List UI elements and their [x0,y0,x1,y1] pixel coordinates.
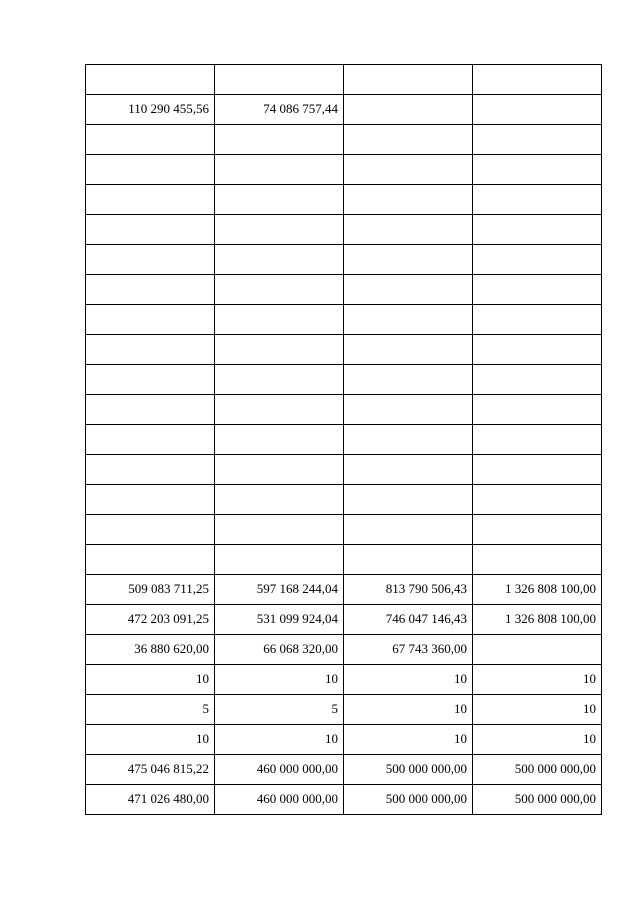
table-cell [215,65,344,95]
table-row [86,335,602,365]
table-cell: 813 790 506,43 [344,575,473,605]
table-cell: 472 203 091,25 [86,605,215,635]
table-row [86,485,602,515]
table-cell [86,245,215,275]
table-cell [215,515,344,545]
financial-table [85,64,602,815]
table-cell [344,245,473,275]
table-cell [215,275,344,305]
table-row [86,515,602,545]
table-cell [473,185,602,215]
table-row [86,95,602,125]
table-cell: 460 000 000,00 [215,785,344,815]
table-row [86,755,602,785]
table-cell: 10 [473,665,602,695]
table-row [86,365,602,395]
table-cell [215,305,344,335]
table-cell [473,635,602,665]
table-cell [86,485,215,515]
table-row [86,275,602,305]
table-cell [86,215,215,245]
table-cell [473,155,602,185]
table-cell: 531 099 924,04 [215,605,344,635]
table-cell: 10 [473,725,602,755]
table-cell [344,545,473,575]
table-cell [215,455,344,485]
table-cell: 1 326 808 100,00 [473,605,602,635]
table-cell [215,335,344,365]
table-row [86,185,602,215]
table-cell [86,275,215,305]
table-cell [215,545,344,575]
table-cell: 10 [473,695,602,725]
table-cell: 1 326 808 100,00 [473,575,602,605]
table-cell [86,185,215,215]
table-cell [473,125,602,155]
table-cell [215,215,344,245]
table-cell [215,125,344,155]
table-cell [86,425,215,455]
table-row [86,425,602,455]
table-cell: 475 046 815,22 [86,755,215,785]
table-cell [344,125,473,155]
table-cell [86,395,215,425]
table-row [86,215,602,245]
table-cell [86,125,215,155]
table-cell [473,275,602,305]
table-cell: 10 [344,725,473,755]
table-cell [344,155,473,185]
table-row [86,125,602,155]
table-cell [344,365,473,395]
table-cell: 5 [215,695,344,725]
table-cell [86,455,215,485]
table-cell [344,275,473,305]
table-row [86,305,602,335]
table-row [86,155,602,185]
table-cell: 10 [86,665,215,695]
table-cell: 509 083 711,25 [86,575,215,605]
table-cell [344,65,473,95]
table-row [86,785,602,815]
table-cell [86,545,215,575]
table-cell [473,485,602,515]
table-row [86,665,602,695]
table-cell [215,485,344,515]
table-cell [215,245,344,275]
table-cell: 500 000 000,00 [344,785,473,815]
table-cell [86,65,215,95]
table-cell [473,245,602,275]
table-cell: 471 026 480,00 [86,785,215,815]
table-cell [473,95,602,125]
table-cell [473,305,602,335]
table-cell: 5 [86,695,215,725]
table-cell: 500 000 000,00 [344,755,473,785]
table-cell: 500 000 000,00 [473,785,602,815]
table-row [86,455,602,485]
table-cell: 500 000 000,00 [473,755,602,785]
table-cell [473,545,602,575]
table-row [86,245,602,275]
table-cell: 110 290 455,56 [86,95,215,125]
table-cell [215,155,344,185]
table-cell: 36 880 620,00 [86,635,215,665]
table-cell [344,305,473,335]
table-cell [344,455,473,485]
table-cell [86,365,215,395]
table-cell [473,335,602,365]
table-row [86,635,602,665]
table-cell [473,65,602,95]
table-cell: 66 068 320,00 [215,635,344,665]
table-cell [215,395,344,425]
table-cell [215,425,344,455]
table-cell [344,185,473,215]
table-cell [473,515,602,545]
table-cell: 10 [215,665,344,695]
table-cell: 74 086 757,44 [215,95,344,125]
table-row [86,725,602,755]
table-cell [215,185,344,215]
table-cell [473,395,602,425]
table-cell: 10 [344,695,473,725]
table-row [86,605,602,635]
table-row [86,695,602,725]
table-body [86,65,602,815]
table-cell [344,95,473,125]
table-cell: 67 743 360,00 [344,635,473,665]
table-cell [344,485,473,515]
table-cell: 460 000 000,00 [215,755,344,785]
table-cell [86,335,215,365]
table-cell [86,155,215,185]
table-cell [86,515,215,545]
table-cell [344,515,473,545]
table-row [86,395,602,425]
table-row [86,65,602,95]
table-cell: 10 [344,665,473,695]
table-cell [473,215,602,245]
table-cell [86,305,215,335]
table-cell: 10 [86,725,215,755]
table-row [86,545,602,575]
table-cell [473,365,602,395]
table-cell [215,365,344,395]
table-cell [344,215,473,245]
table-cell [473,425,602,455]
table-cell: 597 168 244,04 [215,575,344,605]
table-cell: 746 047 146,43 [344,605,473,635]
table-cell: 10 [215,725,344,755]
table-cell [344,395,473,425]
table-row [86,575,602,605]
table-cell [344,335,473,365]
table-cell [344,425,473,455]
table-cell [473,455,602,485]
